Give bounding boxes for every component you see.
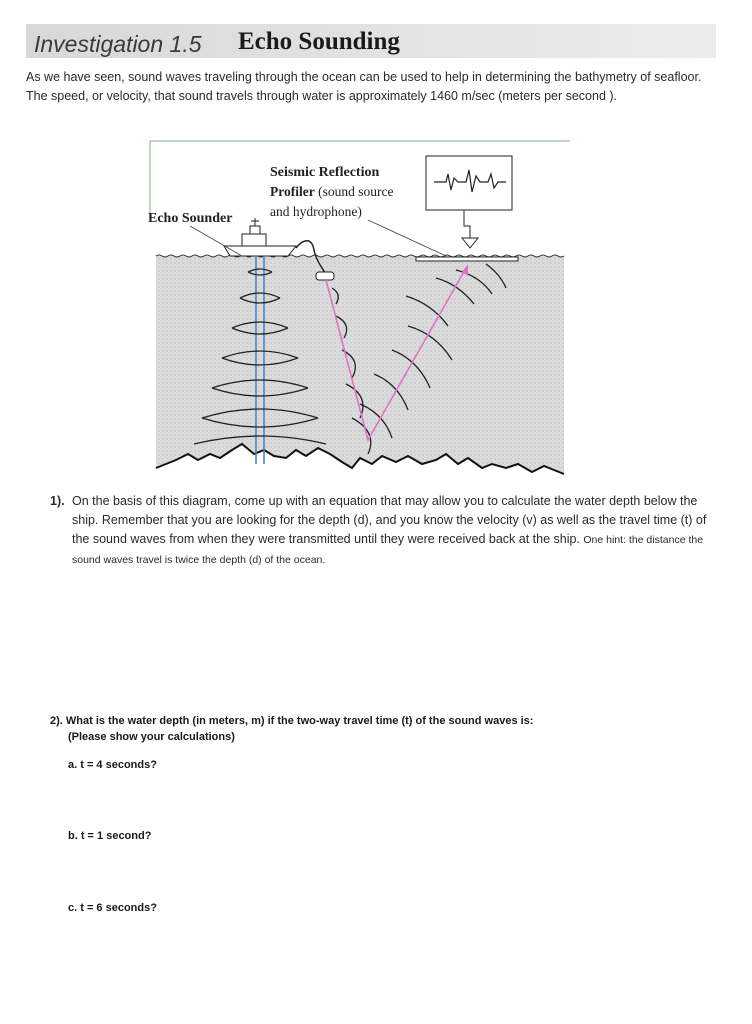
question-1-number: 1). [50,494,65,508]
question-2-part-c: c. t = 6 seconds? [68,902,157,914]
question-2-text: 2). What is the water depth (in meters, m) if the two-way travel time (t) of the sound waves is: [50,715,534,727]
echo-sounder-pointer [190,226,242,256]
question-2-part-a: a. t = 4 seconds? [68,759,157,771]
down-arrow-icon [462,238,478,248]
question-1 [50,492,720,570]
echo-sounder-label: Echo Sounder [148,211,233,226]
diagram-svg [146,138,570,482]
profiler-label-rest: (sound source [314,184,394,199]
hydrophone-streamer [416,257,518,261]
recorder-display [426,156,512,210]
profiler-label-line2 [270,184,393,199]
sound-source-icon [316,272,334,280]
page-title: Echo Sounding [238,28,400,55]
question-1-hint: One hint: the distance the sound waves travel is twice the depth (d) of the ocean. [72,534,704,566]
profiler-label-bold: Profiler [270,184,315,199]
ship-icon [224,218,296,256]
profiler-label-line1: Seismic Reflection [270,165,380,180]
question-1-body [72,492,720,570]
intro-paragraph: As we have seen, sound waves traveling through the ocean can be used to help in determining the bathymetry of seafloor. The speed, or velocity, that sound travels through water is approximately 1460 m/sec (meters per second ). [26,70,702,103]
profiler-label-line3: and hydrophone) [270,204,362,219]
echo-sounding-diagram [146,138,570,482]
investigation-number: Investigation 1.5 [34,31,202,57]
question-2-part-b: b. t = 1 second? [68,830,152,842]
ocean-water [156,256,564,474]
profiler-pointer [368,220,446,256]
question-2-subtext: (Please show your calculations) [68,731,235,743]
question-2 [50,713,670,745]
question-1-text: On the basis of this diagram, come up with an equation that may allow you to calculate the water depth below the ship. Remember that you are looking for the depth (d), and you know the velocity (v) as well as the travel time (t) of the sound waves from when they were transmitted until they were received back at the ship. [72,494,707,546]
